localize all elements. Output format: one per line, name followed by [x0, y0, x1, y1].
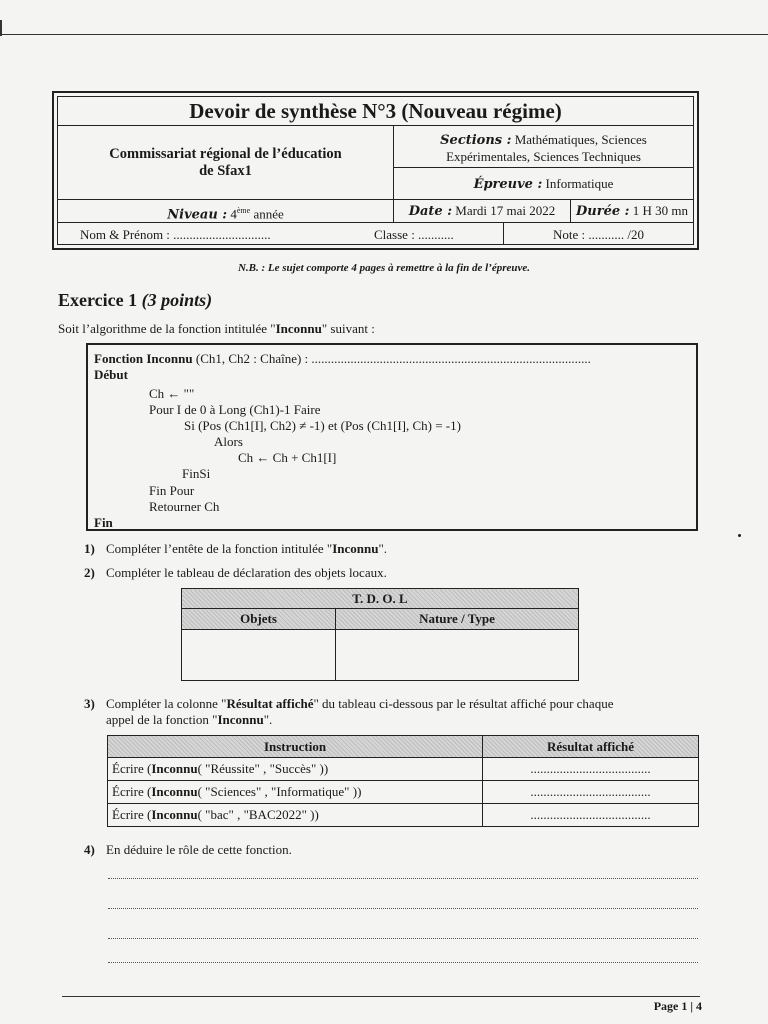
student-info — [58, 223, 504, 244]
results-table — [107, 735, 699, 827]
q3-d: ". — [263, 712, 273, 727]
algo-line-2: Début — [94, 367, 128, 382]
niveau-num: 4 — [230, 206, 237, 222]
results-col-resultat: Résultat affiché — [483, 736, 699, 758]
niveau-label: Niveau : — [167, 207, 228, 223]
instr-fn: Inconnu — [151, 807, 198, 822]
q1-start: Compléter l’entête de la fonction intitulée " — [106, 541, 333, 556]
intro-bold: Inconnu — [275, 321, 322, 336]
epreuve-label: Épreuve : — [473, 177, 543, 192]
q3-number: 3) — [84, 696, 95, 711]
exam-title: Devoir de synthèse N°3 (Nouveau régime) — [58, 97, 693, 126]
question-3 — [84, 696, 704, 730]
institution — [58, 126, 394, 200]
instruction-cell — [108, 804, 483, 827]
sections — [394, 126, 693, 168]
q3-c: appel de la fonction " — [106, 712, 218, 727]
tdol-objets-cell[interactable] — [182, 630, 336, 681]
epreuve-value: Informatique — [545, 176, 614, 191]
note-field: Note : ........... /20 — [553, 227, 644, 242]
q3-bold1: Résultat affiché — [226, 696, 314, 711]
algo-line-1 — [94, 351, 591, 367]
q3-b: " du tableau ci-dessous par le résultat affiché pour chaque — [313, 696, 614, 711]
q1-text — [106, 541, 387, 557]
classe-field: Classe : ........... — [374, 227, 454, 242]
intro-start: Soit l’algorithme de la fonction intitulée " — [58, 321, 276, 336]
exercise-intro — [58, 321, 375, 337]
instr-pre: Écrire ( — [112, 784, 152, 799]
tdol-nature-cell[interactable] — [336, 630, 579, 681]
instr-args: ( "bac" , "BAC2022" )) — [197, 807, 319, 822]
exercise-points: (3 points) — [141, 290, 213, 310]
algo-line-8: FinSi — [182, 466, 211, 481]
institution-line2: de Sfax1 — [199, 162, 252, 179]
algo-line-6: Alors — [214, 434, 243, 449]
q4-number: 4) — [84, 842, 95, 857]
algo-line-11: Fin — [94, 515, 113, 530]
q3-a: Compléter la colonne " — [106, 696, 227, 711]
q3-bold2: Inconnu — [217, 712, 264, 727]
result-cell[interactable]: ..................................... — [483, 804, 699, 827]
exam-header — [52, 91, 699, 250]
algo-line-9: Fin Pour — [149, 483, 195, 498]
result-cell[interactable]: ..................................... — [483, 781, 699, 804]
instr-args: ( "Réussite" , "Succès" )) — [197, 761, 329, 776]
date — [394, 200, 571, 223]
result-cell[interactable]: ..................................... — [483, 758, 699, 781]
instr-fn: Inconnu — [151, 761, 198, 776]
table-row — [108, 781, 699, 804]
sections-label: Sections : — [440, 133, 512, 148]
date-label: Date : — [408, 204, 453, 219]
tdol-col-objets: Objets — [182, 609, 336, 630]
duree — [571, 200, 693, 223]
answer-line[interactable] — [108, 962, 698, 963]
tdol-title: T. D. O. L — [182, 589, 579, 609]
algo-line-7: Ch ← Ch + Ch1[I] — [238, 450, 337, 465]
top-rule — [0, 34, 768, 35]
exercise-name: Exercice 1 — [58, 290, 138, 310]
date-value: Mardi 17 mai 2022 — [455, 203, 556, 218]
table-row — [108, 804, 699, 827]
answer-line[interactable] — [108, 908, 698, 909]
algorithm-box — [86, 343, 698, 531]
q1-bold: Inconnu — [332, 541, 379, 556]
algo-func-name: Fonction Inconnu — [94, 351, 193, 366]
algo-line-5: Si (Pos (Ch1[I], Ch2) ≠ -1) et (Pos (Ch1[I], Ch) = -1) — [184, 418, 461, 433]
instruction-cell — [108, 758, 483, 781]
algo-line-10: Retourner Ch — [149, 499, 220, 514]
exercise-title — [58, 290, 212, 311]
instr-pre: Écrire ( — [112, 807, 152, 822]
q3-line-2 — [106, 712, 272, 728]
q2-text: Compléter le tableau de déclaration des objets locaux. — [106, 565, 387, 580]
sections-value-2: Expérimentales, Sciences Techniques — [446, 149, 641, 164]
institution-line1: Commissariat régional de l’éducation — [109, 145, 342, 162]
sections-value-1: Mathématiques, Sciences — [514, 132, 647, 147]
nom-prenom-field: Nom & Prénom : .............................. — [80, 227, 271, 242]
q4-text: En déduire le rôle de cette fonction. — [106, 842, 292, 857]
duree-value: 1 H 30 mn — [632, 203, 688, 218]
instruction-cell — [108, 781, 483, 804]
niveau-sup: ème — [236, 206, 251, 215]
footer-rule — [62, 996, 700, 997]
niveau — [58, 200, 394, 223]
instr-fn: Inconnu — [151, 784, 198, 799]
q2-number: 2) — [84, 565, 95, 580]
epreuve — [394, 169, 693, 200]
nb-note: N.B. : Le sujet comporte 4 pages à remettre à la fin de l’épreuve. — [237, 262, 531, 274]
tdol-col-nature: Nature / Type — [336, 609, 579, 630]
results-col-instruction: Instruction — [108, 736, 483, 758]
algo-line-3: Ch ← "" — [149, 386, 195, 401]
niveau-rest: année — [253, 206, 284, 222]
table-row — [108, 758, 699, 781]
answer-line[interactable] — [108, 938, 698, 939]
q1-number: 1) — [84, 541, 95, 556]
algo-line-4: Pour I de 0 à Long (Ch1)-1 Faire — [149, 402, 321, 417]
duree-label: Durée : — [576, 204, 630, 219]
instr-args: ( "Sciences" , "Informatique" )) — [197, 784, 362, 799]
stray-mark — [738, 534, 741, 537]
instr-pre: Écrire ( — [112, 761, 152, 776]
answer-line[interactable] — [108, 878, 698, 879]
q1-end: ". — [378, 541, 388, 556]
page-number: Page 1 | 4 — [653, 999, 702, 1013]
q3-line-1 — [106, 696, 613, 712]
tdol-table — [181, 588, 579, 681]
intro-end: " suivant : — [321, 321, 375, 336]
algo-func-params: (Ch1, Ch2 : Chaîne) : ...................................................................................... — [192, 351, 591, 366]
